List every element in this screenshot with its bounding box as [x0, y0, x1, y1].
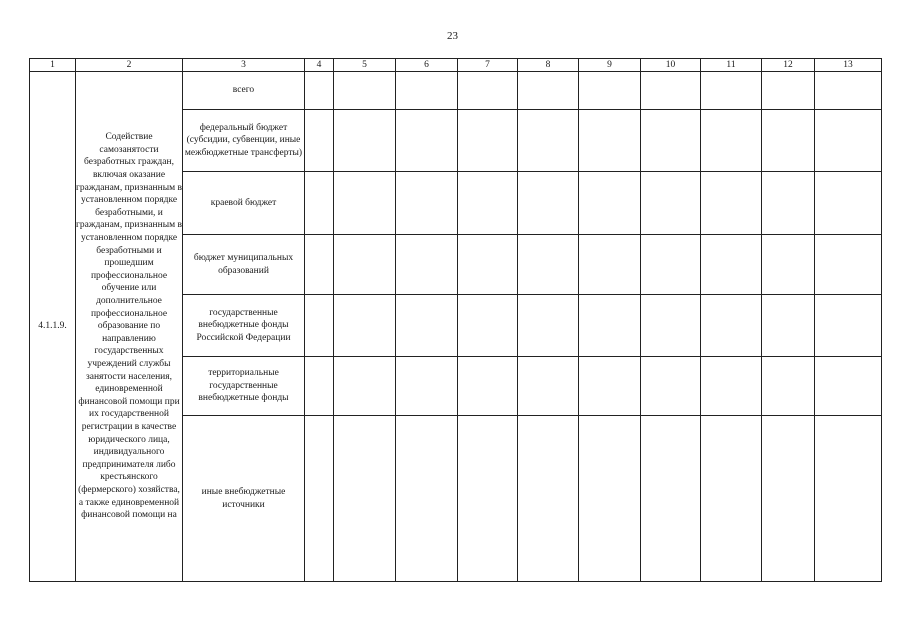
value-cell: [396, 295, 458, 357]
col-header: 3: [183, 59, 305, 72]
value-cell: [518, 110, 579, 172]
value-cell: [579, 110, 641, 172]
value-cell: [762, 72, 815, 110]
col-header: 5: [334, 59, 396, 72]
header-row: [30, 59, 882, 72]
value-cell: [579, 357, 641, 416]
col-header: 1: [30, 59, 76, 72]
col-header: 11: [701, 59, 762, 72]
value-cell: [305, 235, 334, 295]
value-cell: [815, 110, 882, 172]
value-cell: [334, 357, 396, 416]
col-header: 4: [305, 59, 334, 72]
value-cell: [518, 416, 579, 582]
value-cell: [334, 110, 396, 172]
value-cell: [305, 172, 334, 235]
value-cell: [518, 235, 579, 295]
value-cell: [334, 295, 396, 357]
funding-source: государственные внебюджетные фонды Российской Федерации: [183, 295, 305, 357]
value-cell: [701, 172, 762, 235]
value-cell: [396, 357, 458, 416]
value-cell: [458, 357, 518, 416]
value-cell: [579, 172, 641, 235]
funding-source: всего: [183, 72, 305, 110]
value-cell: [396, 416, 458, 582]
funding-source: иные внебюджетные источники: [183, 416, 305, 582]
value-cell: [641, 235, 701, 295]
value-cell: [305, 295, 334, 357]
value-cell: [762, 110, 815, 172]
value-cell: [458, 295, 518, 357]
value-cell: [762, 357, 815, 416]
col-header: 8: [518, 59, 579, 72]
value-cell: [396, 72, 458, 110]
value-cell: [458, 172, 518, 235]
value-cell: [396, 235, 458, 295]
value-cell: [701, 235, 762, 295]
value-cell: [641, 110, 701, 172]
value-cell: [518, 295, 579, 357]
value-cell: [334, 72, 396, 110]
value-cell: [305, 72, 334, 110]
value-cell: [815, 235, 882, 295]
budget-table: [29, 58, 882, 582]
value-cell: [579, 235, 641, 295]
value-cell: [815, 416, 882, 582]
value-cell: [815, 295, 882, 357]
value-cell: [458, 416, 518, 582]
value-cell: [458, 110, 518, 172]
value-cell: [579, 295, 641, 357]
table-row: [30, 72, 882, 110]
value-cell: [762, 416, 815, 582]
funding-source: федеральный бюджет (субсидии, субвенции, иные межбюджетные трансферты): [183, 110, 305, 172]
value-cell: [762, 235, 815, 295]
item-description: Содействие самозанятости безработных граждан, включая оказание гражданам, признанным в установленном порядке безработными, и гражданам, признанным в установленном порядке безработными и прошедшим профессиональное обучение или дополнительное профессиональное образование по направлению государственных учреждений службы занятости населения, единовременной финансовой помощи при их государственной регистрации в качестве юридического лица, индивидуального предпринимателя либо крестьянского (фермерского) хозяйства, а также единовременной финансовой помощи на: [76, 72, 183, 582]
value-cell: [641, 295, 701, 357]
value-cell: [641, 416, 701, 582]
value-cell: [641, 172, 701, 235]
value-cell: [641, 357, 701, 416]
value-cell: [701, 72, 762, 110]
col-header: 12: [762, 59, 815, 72]
value-cell: [815, 357, 882, 416]
col-header: 13: [815, 59, 882, 72]
value-cell: [396, 172, 458, 235]
page-number: 23: [447, 30, 458, 42]
funding-source: бюджет муниципальных образований: [183, 235, 305, 295]
value-cell: [762, 295, 815, 357]
value-cell: [518, 172, 579, 235]
col-header: 9: [579, 59, 641, 72]
funding-source: территориальные государственные внебюджетные фонды: [183, 357, 305, 416]
col-header: 6: [396, 59, 458, 72]
item-code: 4.1.1.9.: [30, 72, 76, 582]
value-cell: [579, 72, 641, 110]
value-cell: [305, 416, 334, 582]
value-cell: [815, 72, 882, 110]
value-cell: [701, 295, 762, 357]
value-cell: [701, 357, 762, 416]
value-cell: [334, 416, 396, 582]
value-cell: [701, 110, 762, 172]
value-cell: [579, 416, 641, 582]
value-cell: [762, 172, 815, 235]
value-cell: [396, 110, 458, 172]
value-cell: [458, 72, 518, 110]
value-cell: [641, 72, 701, 110]
value-cell: [518, 357, 579, 416]
value-cell: [305, 110, 334, 172]
value-cell: [701, 416, 762, 582]
value-cell: [305, 357, 334, 416]
value-cell: [518, 72, 579, 110]
value-cell: [334, 235, 396, 295]
col-header: 10: [641, 59, 701, 72]
value-cell: [458, 235, 518, 295]
col-header: 7: [458, 59, 518, 72]
value-cell: [815, 172, 882, 235]
col-header: 2: [76, 59, 183, 72]
funding-source: краевой бюджет: [183, 172, 305, 235]
value-cell: [334, 172, 396, 235]
